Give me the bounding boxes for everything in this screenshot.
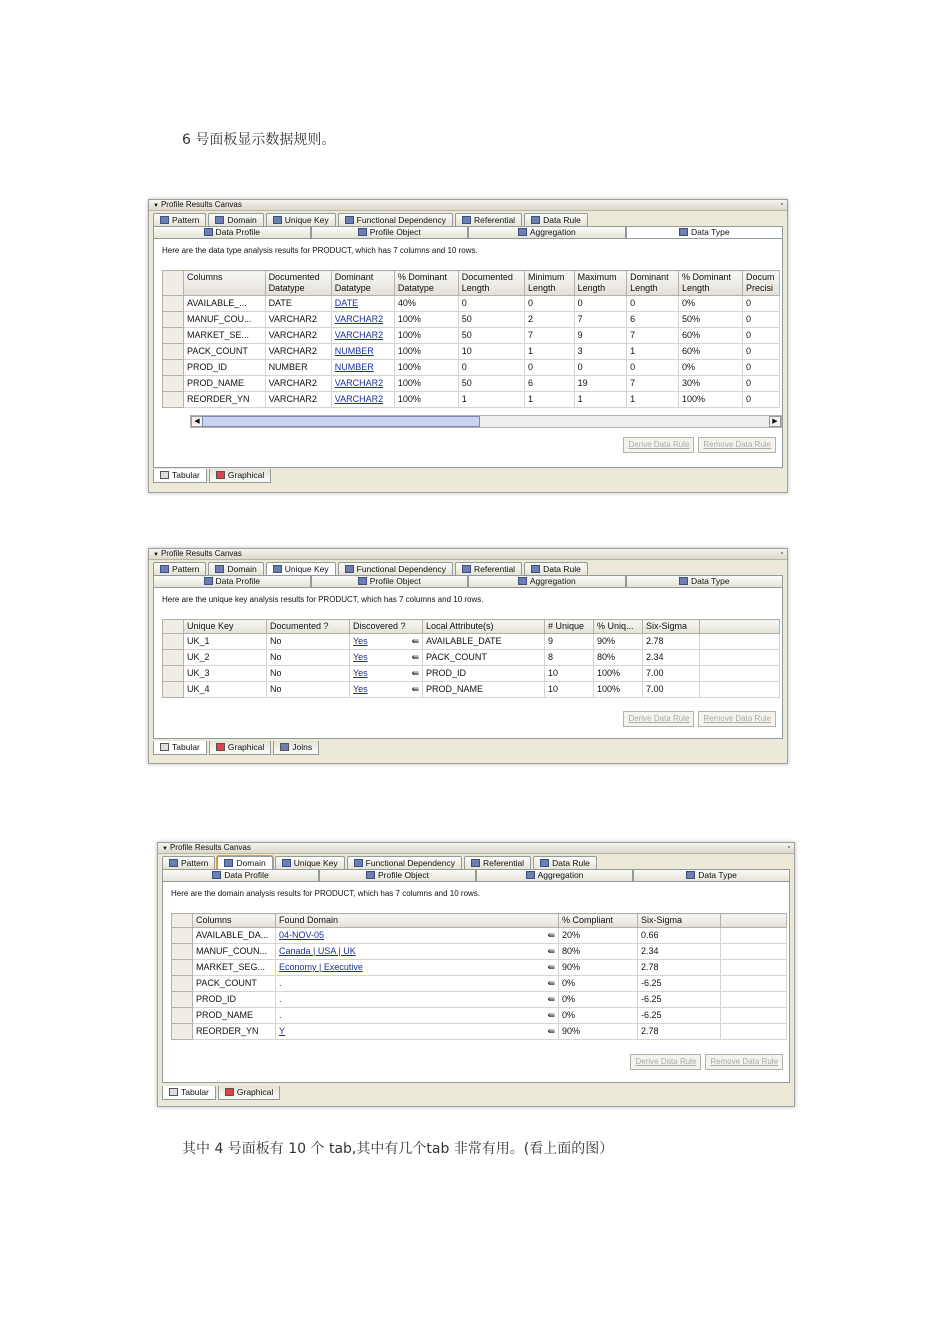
tab-data-profile[interactable]: Data Profile	[162, 869, 319, 881]
tab-unique-key[interactable]: Unique Key	[266, 562, 336, 576]
collapse-arrow-icon[interactable]: ▼	[153, 552, 159, 558]
column-header	[721, 914, 787, 928]
found-domain-link[interactable]: Y	[279, 1026, 286, 1036]
tab-pattern[interactable]: Pattern	[153, 562, 206, 575]
tab-functional-dependency[interactable]: Functional Dependency	[347, 856, 462, 869]
table-row[interactable]: PROD_ID NUMBER NUMBER 100% 0 0 0 0 0% 0	[163, 360, 780, 376]
tab-unique-key[interactable]: Unique Key	[266, 213, 336, 226]
pattern-icon	[169, 859, 178, 867]
dominant-datatype-link[interactable]: VARCHAR2	[334, 314, 384, 324]
tab-graphical[interactable]: Graphical	[209, 469, 271, 483]
row-header-corner	[163, 271, 184, 296]
found-domain-link[interactable]: Economy | Executive	[279, 962, 363, 972]
tab-profile-object[interactable]: Profile Object	[311, 226, 469, 238]
row-header[interactable]	[163, 666, 184, 682]
derive-data-rule-button[interactable]: Derive Data Rule	[623, 711, 694, 727]
dominant-datatype-link[interactable]: VARCHAR2	[334, 394, 384, 404]
column-header[interactable]: Documented ?	[267, 620, 350, 634]
discovered-link[interactable]: Yes	[353, 636, 368, 646]
column-header[interactable]: Found Domain	[276, 914, 559, 928]
attribute-icon: ⇚	[411, 684, 419, 694]
tab-domain[interactable]: Domain	[208, 213, 263, 226]
tab-domain[interactable]: Domain	[217, 856, 272, 870]
view-tabs	[153, 469, 273, 483]
maximize-icon[interactable]: ▫	[787, 844, 790, 851]
tab-functional-dependency[interactable]: Functional Dependency	[338, 213, 453, 226]
tab-row-summary	[153, 226, 783, 239]
row-header[interactable]	[172, 928, 193, 944]
tab-row-analysis	[149, 562, 787, 575]
table-row[interactable]: AVAILABLE_... DATE DATE 40% 0 0 0 0 0% 0	[163, 296, 780, 312]
key-icon	[282, 859, 291, 867]
row-header-corner	[172, 914, 193, 928]
chart-icon	[225, 1088, 234, 1096]
found-domain-value: .	[279, 994, 282, 1004]
row-header[interactable]	[163, 634, 184, 650]
tab-aggregation[interactable]: Aggregation	[476, 869, 633, 881]
column-header[interactable]: Documented Length	[458, 271, 524, 296]
column-header[interactable]: % Compliant	[559, 914, 638, 928]
table-row[interactable]: MANUF_COU... VARCHAR2 VARCHAR2 100% 50 2 7 6 50% 0	[163, 312, 780, 328]
object-icon	[358, 228, 367, 236]
column-header[interactable]: Maximum Length	[574, 271, 626, 296]
table-icon	[160, 743, 169, 751]
column-header[interactable]: % Dominant Length	[679, 271, 743, 296]
horizontal-scrollbar[interactable]	[190, 415, 782, 428]
discovered-link[interactable]: Yes	[353, 684, 368, 694]
table-row[interactable]: MANUF_COUN... Canada | USA | UK ⇚ 80% 2.34	[172, 944, 787, 960]
referential-icon	[471, 859, 480, 867]
results-description: Here are the data type analysis results for PRODUCT, which has 7 columns and 10 rows.	[162, 246, 478, 255]
row-header[interactable]	[172, 992, 193, 1008]
row-header[interactable]	[172, 1008, 193, 1024]
attribute-icon: ⇚	[411, 668, 419, 678]
rule-buttons	[619, 711, 776, 727]
key-icon	[273, 216, 282, 224]
dependency-icon	[345, 216, 354, 224]
row-header[interactable]	[163, 376, 184, 392]
column-header[interactable]: Unique Key	[184, 620, 267, 634]
table-row[interactable]: PACK_COUNT VARCHAR2 NUMBER 100% 10 1 3 1 60% 0	[163, 344, 780, 360]
dominant-datatype-link[interactable]: DATE	[334, 298, 359, 308]
profile-icon	[204, 228, 213, 236]
domain-table	[171, 913, 787, 1040]
uniquekey-table	[162, 619, 780, 698]
row-header[interactable]	[163, 328, 184, 344]
data-rule-icon	[531, 565, 540, 573]
tab-data-profile[interactable]: Data Profile	[153, 226, 311, 238]
results-panel	[153, 239, 783, 468]
tab-tabular[interactable]: Tabular	[162, 1086, 216, 1100]
domain-icon	[215, 565, 224, 573]
row-header[interactable]	[172, 960, 193, 976]
profile-results-canvas-datatype	[148, 199, 788, 493]
datatype-table	[162, 270, 780, 408]
tab-pattern[interactable]: Pattern	[162, 856, 215, 869]
data-type-icon	[679, 228, 688, 236]
tab-referential[interactable]: Referential	[455, 562, 522, 575]
remove-data-rule-button[interactable]: Remove Data Rule	[698, 437, 776, 453]
column-header[interactable]: Docum Precisi	[743, 271, 780, 296]
pattern-icon	[160, 565, 169, 573]
row-header[interactable]	[163, 360, 184, 376]
table-row[interactable]: PACK_COUNT . ⇚ 0% -6.25	[172, 976, 787, 992]
pattern-icon	[160, 216, 169, 224]
canvas-titlebar	[158, 843, 794, 854]
found-domain-link[interactable]: Canada | USA | UK	[279, 946, 356, 956]
table-row[interactable]: PROD_NAME . ⇚ 0% -6.25	[172, 1008, 787, 1024]
table-row[interactable]: AVAILABLE_DA... 04-NOV-05 ⇚ 20% 0.66	[172, 928, 787, 944]
table-row[interactable]: REORDER_YN Y ⇚ 90% 2.78	[172, 1024, 787, 1040]
column-header[interactable]: Discovered ?	[350, 620, 423, 634]
found-domain-value: .	[279, 978, 282, 988]
results-panel	[162, 882, 790, 1083]
column-header[interactable]: Documented Datatype	[265, 271, 331, 296]
view-tabs	[153, 741, 321, 755]
domain-detail-icon[interactable]: ⇚	[547, 1026, 555, 1036]
maximize-icon[interactable]: ▫	[780, 201, 783, 208]
found-domain-link[interactable]: 04-NOV-05	[279, 930, 325, 940]
tab-aggregation[interactable]: Aggregation	[468, 226, 626, 238]
canvas-title: Profile Results Canvas	[169, 843, 251, 852]
canvas-title: Profile Results Canvas	[160, 549, 242, 558]
tab-pattern[interactable]: Pattern	[153, 213, 206, 226]
scroll-right-icon[interactable]: ▶	[769, 416, 781, 427]
chart-icon	[216, 471, 225, 479]
aggregation-icon	[526, 871, 535, 879]
domain-icon	[215, 216, 224, 224]
tab-graphical[interactable]: Graphical	[218, 1086, 280, 1100]
table-row[interactable]: REORDER_YN VARCHAR2 VARCHAR2 100% 1 1 1 1 100% 0	[163, 392, 780, 408]
attribute-icon: ⇚	[411, 652, 419, 662]
data-type-icon	[679, 577, 688, 585]
results-description: Here are the unique key analysis results for PRODUCT, which has 7 columns and 10 rows.	[162, 595, 484, 604]
tab-graphical[interactable]: Graphical	[209, 741, 271, 755]
table-row[interactable]: UK_1 No Yes ⇚ AVAILABLE_DATE 9 90% 2.78	[163, 634, 780, 650]
data-type-icon	[686, 871, 695, 879]
tab-data-type[interactable]: Data Type	[626, 575, 784, 587]
column-header[interactable]: Six-Sigma	[643, 620, 700, 634]
remove-data-rule-button[interactable]: Remove Data Rule	[705, 1054, 783, 1070]
table-row[interactable]: PROD_NAME VARCHAR2 VARCHAR2 100% 50 6 19 7 30% 0	[163, 376, 780, 392]
domain-detail-icon[interactable]: ⇚	[547, 962, 555, 972]
referential-icon	[462, 216, 471, 224]
profile-results-canvas-domain	[157, 842, 795, 1107]
domain-detail-icon[interactable]: ⇚	[547, 978, 555, 988]
domain-icon	[224, 859, 233, 867]
canvas-titlebar	[149, 200, 787, 211]
row-header[interactable]	[163, 296, 184, 312]
view-tabs	[162, 1086, 282, 1100]
profile-results-canvas-uniquekey	[148, 548, 788, 764]
tab-referential[interactable]: Referential	[455, 213, 522, 226]
row-header[interactable]	[172, 944, 193, 960]
column-header[interactable]: Columns	[193, 914, 276, 928]
canvas-title: Profile Results Canvas	[160, 200, 242, 209]
results-panel	[153, 588, 783, 739]
table-row[interactable]: UK_4 No Yes ⇚ PROD_NAME 10 100% 7.00	[163, 682, 780, 698]
column-header[interactable]: Local Attribute(s)	[423, 620, 545, 634]
dependency-icon	[345, 565, 354, 573]
paragraph-bottom: 其中 4 号面板有 10 个 tab,其中有几个tab 非常有用。(看上面的图）	[182, 1141, 614, 1157]
row-header[interactable]	[172, 1024, 193, 1040]
rule-buttons	[619, 437, 776, 453]
tab-tabular[interactable]: Tabular	[153, 741, 207, 755]
dominant-datatype-link[interactable]: NUMBER	[334, 362, 374, 372]
derive-data-rule-button[interactable]: Derive Data Rule	[630, 1054, 701, 1070]
canvas-titlebar	[149, 549, 787, 560]
table-row[interactable]: MARKET_SEG... Economy | Executive ⇚ 90% 2.78	[172, 960, 787, 976]
profile-icon	[204, 577, 213, 585]
tab-aggregation[interactable]: Aggregation	[468, 575, 626, 587]
column-header[interactable]: # Unique	[545, 620, 594, 634]
data-rule-icon	[540, 859, 549, 867]
column-header[interactable]: Columns	[184, 271, 266, 296]
row-header[interactable]	[163, 650, 184, 666]
domain-detail-icon[interactable]: ⇚	[547, 1010, 555, 1020]
chart-icon	[216, 743, 225, 751]
column-header[interactable]: % Dominant Datatype	[394, 271, 458, 296]
row-header[interactable]	[163, 682, 184, 698]
found-domain-value: .	[279, 1010, 282, 1020]
column-header[interactable]: Dominant Datatype	[331, 271, 394, 296]
tab-functional-dependency[interactable]: Functional Dependency	[338, 562, 453, 575]
dominant-datatype-link[interactable]: VARCHAR2	[334, 330, 384, 340]
table-row[interactable]: UK_2 No Yes ⇚ PACK_COUNT 8 80% 2.34	[163, 650, 780, 666]
tab-row-summary	[153, 575, 783, 588]
remove-data-rule-button[interactable]: Remove Data Rule	[698, 711, 776, 727]
joins-icon	[280, 743, 289, 751]
table-icon	[160, 471, 169, 479]
discovered-link[interactable]: Yes	[353, 668, 368, 678]
tab-row-analysis	[149, 213, 787, 226]
referential-icon	[462, 565, 471, 573]
scrollbar-thumb[interactable]	[202, 416, 480, 427]
tab-data-type[interactable]: Data Type	[633, 869, 790, 881]
row-header[interactable]	[163, 312, 184, 328]
profile-icon	[212, 871, 221, 879]
tab-profile-object[interactable]: Profile Object	[311, 575, 469, 587]
rule-buttons	[626, 1054, 783, 1070]
paragraph-top: 6 号面板显示数据规则。	[182, 132, 336, 148]
table-row[interactable]: PROD_ID . ⇚ 0% -6.25	[172, 992, 787, 1008]
object-icon	[366, 871, 375, 879]
domain-detail-icon[interactable]: ⇚	[547, 994, 555, 1004]
object-icon	[358, 577, 367, 585]
maximize-icon[interactable]: ▫	[780, 550, 783, 557]
tab-row-summary	[162, 869, 790, 882]
dominant-datatype-link[interactable]: NUMBER	[334, 346, 374, 356]
dependency-icon	[354, 859, 363, 867]
row-header[interactable]	[163, 392, 184, 408]
collapse-arrow-icon[interactable]: ▼	[162, 846, 168, 852]
derive-data-rule-button[interactable]: Derive Data Rule	[623, 437, 694, 453]
tab-data-rule[interactable]: Data Rule	[524, 213, 588, 226]
scroll-left-icon[interactable]: ◀	[191, 416, 203, 427]
column-header[interactable]: % Uniq...	[594, 620, 643, 634]
row-header[interactable]	[163, 344, 184, 360]
tab-tabular[interactable]: Tabular	[153, 469, 207, 483]
row-header[interactable]	[172, 976, 193, 992]
table-row[interactable]: MARKET_SE... VARCHAR2 VARCHAR2 100% 50 7 9 7 60% 0	[163, 328, 780, 344]
tab-data-rule[interactable]: Data Rule	[533, 856, 597, 869]
column-header[interactable]: Minimum Length	[524, 271, 574, 296]
tab-data-profile[interactable]: Data Profile	[153, 575, 311, 587]
tab-row-analysis	[158, 856, 794, 869]
tab-unique-key[interactable]: Unique Key	[275, 856, 345, 869]
table-row[interactable]: UK_3 No Yes ⇚ PROD_ID 10 100% 7.00	[163, 666, 780, 682]
table-icon	[169, 1088, 178, 1096]
row-header-corner	[163, 620, 184, 634]
data-rule-icon	[531, 216, 540, 224]
aggregation-icon	[518, 577, 527, 585]
tab-profile-object[interactable]: Profile Object	[319, 869, 476, 881]
discovered-link[interactable]: Yes	[353, 652, 368, 662]
column-header[interactable]: Six-Sigma	[638, 914, 721, 928]
tab-data-rule[interactable]: Data Rule	[524, 562, 588, 575]
collapse-arrow-icon[interactable]: ▼	[153, 203, 159, 209]
dominant-datatype-link[interactable]: VARCHAR2	[334, 378, 384, 388]
key-icon	[273, 565, 282, 573]
attribute-icon: ⇚	[411, 636, 419, 646]
tab-data-type[interactable]: Data Type	[626, 226, 784, 238]
tab-referential[interactable]: Referential	[464, 856, 531, 869]
tab-domain[interactable]: Domain	[208, 562, 263, 575]
domain-detail-icon[interactable]: ⇚	[547, 946, 555, 956]
column-header	[700, 620, 780, 634]
domain-detail-icon[interactable]: ⇚	[547, 930, 555, 940]
results-description: Here are the domain analysis results for PRODUCT, which has 7 columns and 10 rows.	[171, 889, 481, 898]
aggregation-icon	[518, 228, 527, 236]
tab-joins[interactable]: Joins	[273, 741, 319, 755]
column-header[interactable]: Dominant Length	[627, 271, 679, 296]
